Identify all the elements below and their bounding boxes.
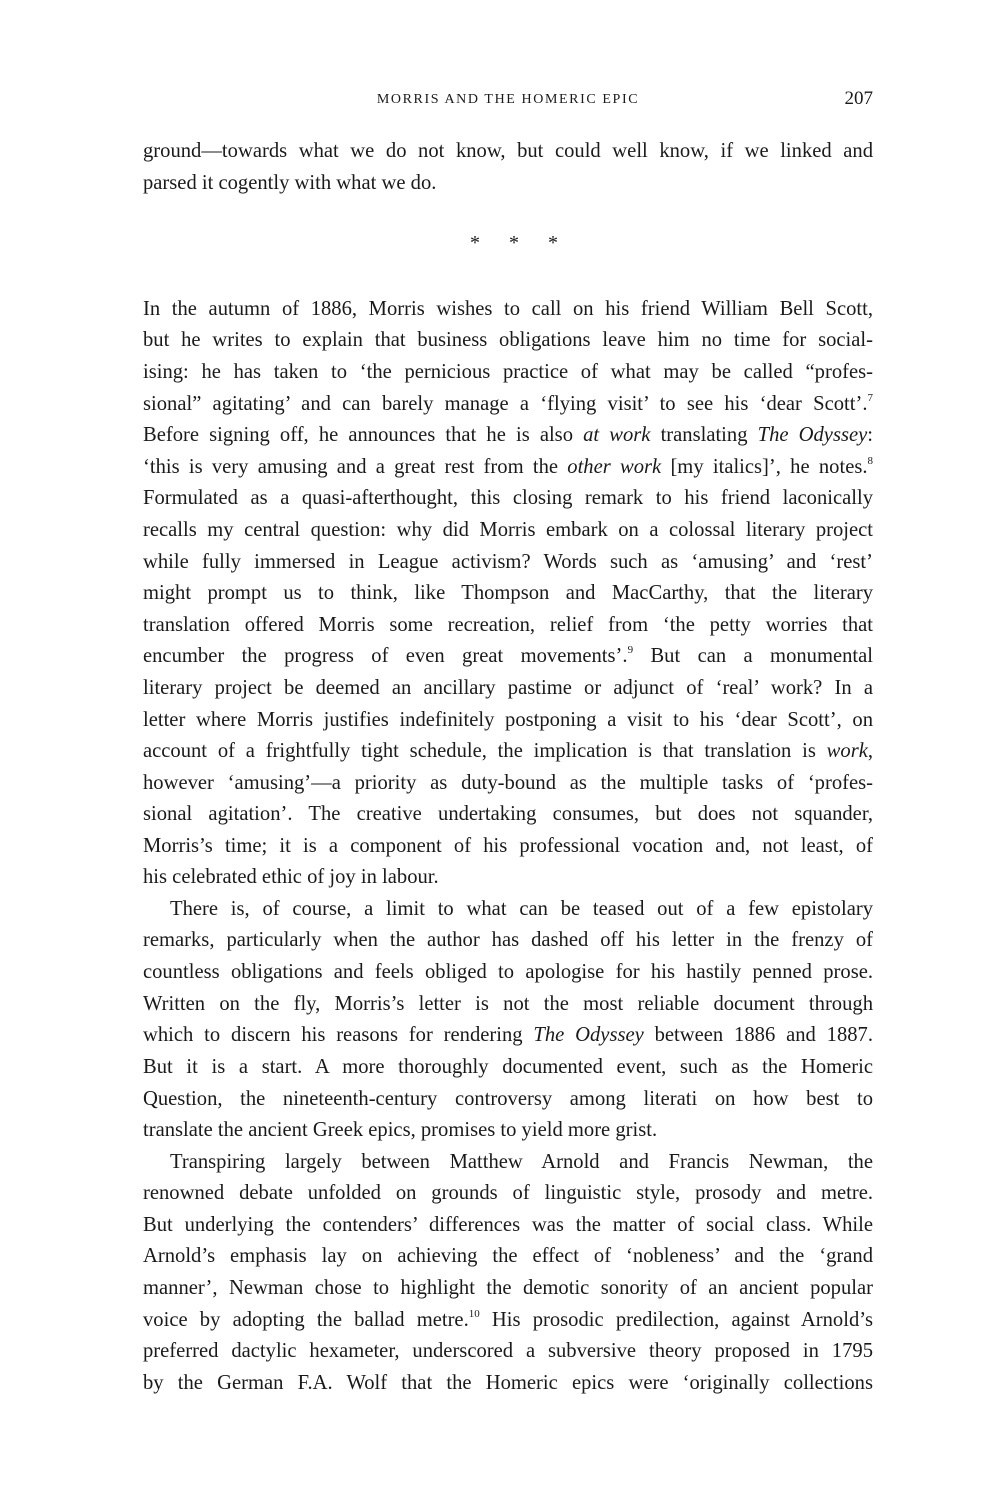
text-line: translate the ancient Greek epics, promises to yield more grist. (143, 1119, 658, 1141)
text-line: Written on the fly, Morris’s letter is not the most reliable document through (143, 993, 873, 1015)
text-line: Transpiring largely between Matthew Arnold and Francis Newman, the (170, 1151, 873, 1173)
running-title: MORRIS AND THE HOMERIC EPIC (376, 92, 640, 107)
text-line: might prompt us to think, like Thompson and MacCarthy, that the literary (143, 582, 873, 604)
text-run: which to discern his reasons for rendering (143, 1024, 534, 1046)
text-run: ‘this is very amusing and a great rest from the (143, 456, 568, 478)
text-run: between 1886 and 1887. (643, 1024, 873, 1046)
section-separator: * * * (470, 232, 570, 254)
text-run: translating (650, 424, 758, 446)
text-line: remarks, particularly when the author has dashed off his letter in the frenzy of (143, 929, 873, 951)
text-line: Formulated as a quasi-afterthought, this closing remark to his friend laconically (143, 487, 873, 509)
text-line: his celebrated ethic of joy in labour. (143, 866, 439, 888)
text-line: letter where Morris justifies indefinitely postponing a visit to his ‘dear Scott’, on (143, 709, 873, 731)
text-line: There is, of course, a limit to what can be teased out of a few epistolary (170, 898, 873, 920)
text-line (143, 452, 873, 482)
text-line (143, 389, 873, 419)
italic-run: other work (567, 456, 662, 478)
text-line: by the German F.A. Wolf that the Homeric epics were ‘originally collections (143, 1372, 873, 1394)
footnote-ref: 9 (627, 644, 634, 656)
text-run: His prosodic predilection, against Arnold’s (479, 1309, 873, 1331)
italic-run: at work (583, 424, 651, 446)
text-run: voice by adopting the ballad metre. (143, 1309, 469, 1331)
text-run: : (867, 424, 873, 446)
text-line: but he writes to explain that business obligations leave him no time for social- (143, 329, 873, 351)
footnote-ref: 8 (867, 455, 873, 467)
text-line: however ‘amusing’—a priority as duty-bound as the multiple tasks of ‘profes- (143, 772, 873, 794)
text-line (143, 736, 873, 766)
text-line: sional agitation’. The creative undertaking consumes, but does not squander, (143, 803, 873, 825)
text-line: while fully immersed in League activism? Words such as ‘amusing’ and ‘rest’ (143, 551, 873, 573)
text-line (143, 641, 873, 671)
text-line: Arnold’s emphasis lay on achieving the effect of ‘nobleness’ and the ‘grand (143, 1245, 873, 1267)
text-run: , (867, 740, 873, 762)
italic-title: The Odyssey (757, 424, 868, 446)
italic-title: The Odyssey (533, 1024, 644, 1046)
text-line: renowned debate unfolded on grounds of linguistic style, prosody and metre. (143, 1182, 873, 1204)
text-run: account of a frightfully tight schedule, the implication is that translation is (143, 740, 827, 762)
text-line: In the autumn of 1886, Morris wishes to call on his friend William Bell Scott, (143, 298, 873, 320)
text-line: literary project be deemed an ancillary pastime or adjunct of ‘real’ work? In a (143, 677, 873, 699)
text-line: translation offered Morris some recreation, relief from ‘the petty worries that (143, 614, 873, 636)
page-number: 207 (844, 88, 873, 109)
running-head (143, 88, 873, 112)
text-line (143, 1305, 873, 1335)
text-line: recalls my central question: why did Morris embark on a colossal literary project (143, 519, 873, 541)
text-line: parsed it cogently with what we do. (143, 172, 437, 194)
text-run: [my italics]’, he notes. (661, 456, 868, 478)
text-run: But can a monumental (633, 645, 874, 667)
footnote-ref: 7 (867, 392, 873, 404)
text-line: countless obligations and feels obliged to apologise for his hastily penned prose. (143, 961, 873, 983)
text-line: preferred dactylic hexameter, underscored a subversive theory proposed in 1795 (143, 1340, 873, 1362)
footnote-ref: 10 (468, 1308, 480, 1320)
text-run: encumber the progress of even great movements’. (143, 645, 628, 667)
text-line: But underlying the contenders’ differences was the matter of social class. While (143, 1214, 873, 1236)
text-line: Morris’s time; it is a component of his professional vocation and, not least, of (143, 835, 873, 857)
text-run: sional” agitating’ and can barely manage a ‘flying visit’ to see his ‘dear Scott’. (143, 393, 868, 415)
text-run: Before signing off, he announces that he is also (143, 424, 584, 446)
text-line: manner’, Newman chose to highlight the demotic sonority of an ancient popular (143, 1277, 873, 1299)
text-line (143, 420, 873, 450)
italic-run: work (826, 740, 868, 762)
text-line: ground—towards what we do not know, but could well know, if we linked and (143, 140, 873, 162)
text-line (143, 1020, 873, 1050)
text-line: Question, the nineteenth-century controversy among literati on how best to (143, 1088, 873, 1110)
text-line: ising: he has taken to ‘the pernicious practice of what may be called “profes- (143, 361, 873, 383)
text-line: But it is a start. A more thoroughly documented event, such as the Homeric (143, 1056, 873, 1078)
